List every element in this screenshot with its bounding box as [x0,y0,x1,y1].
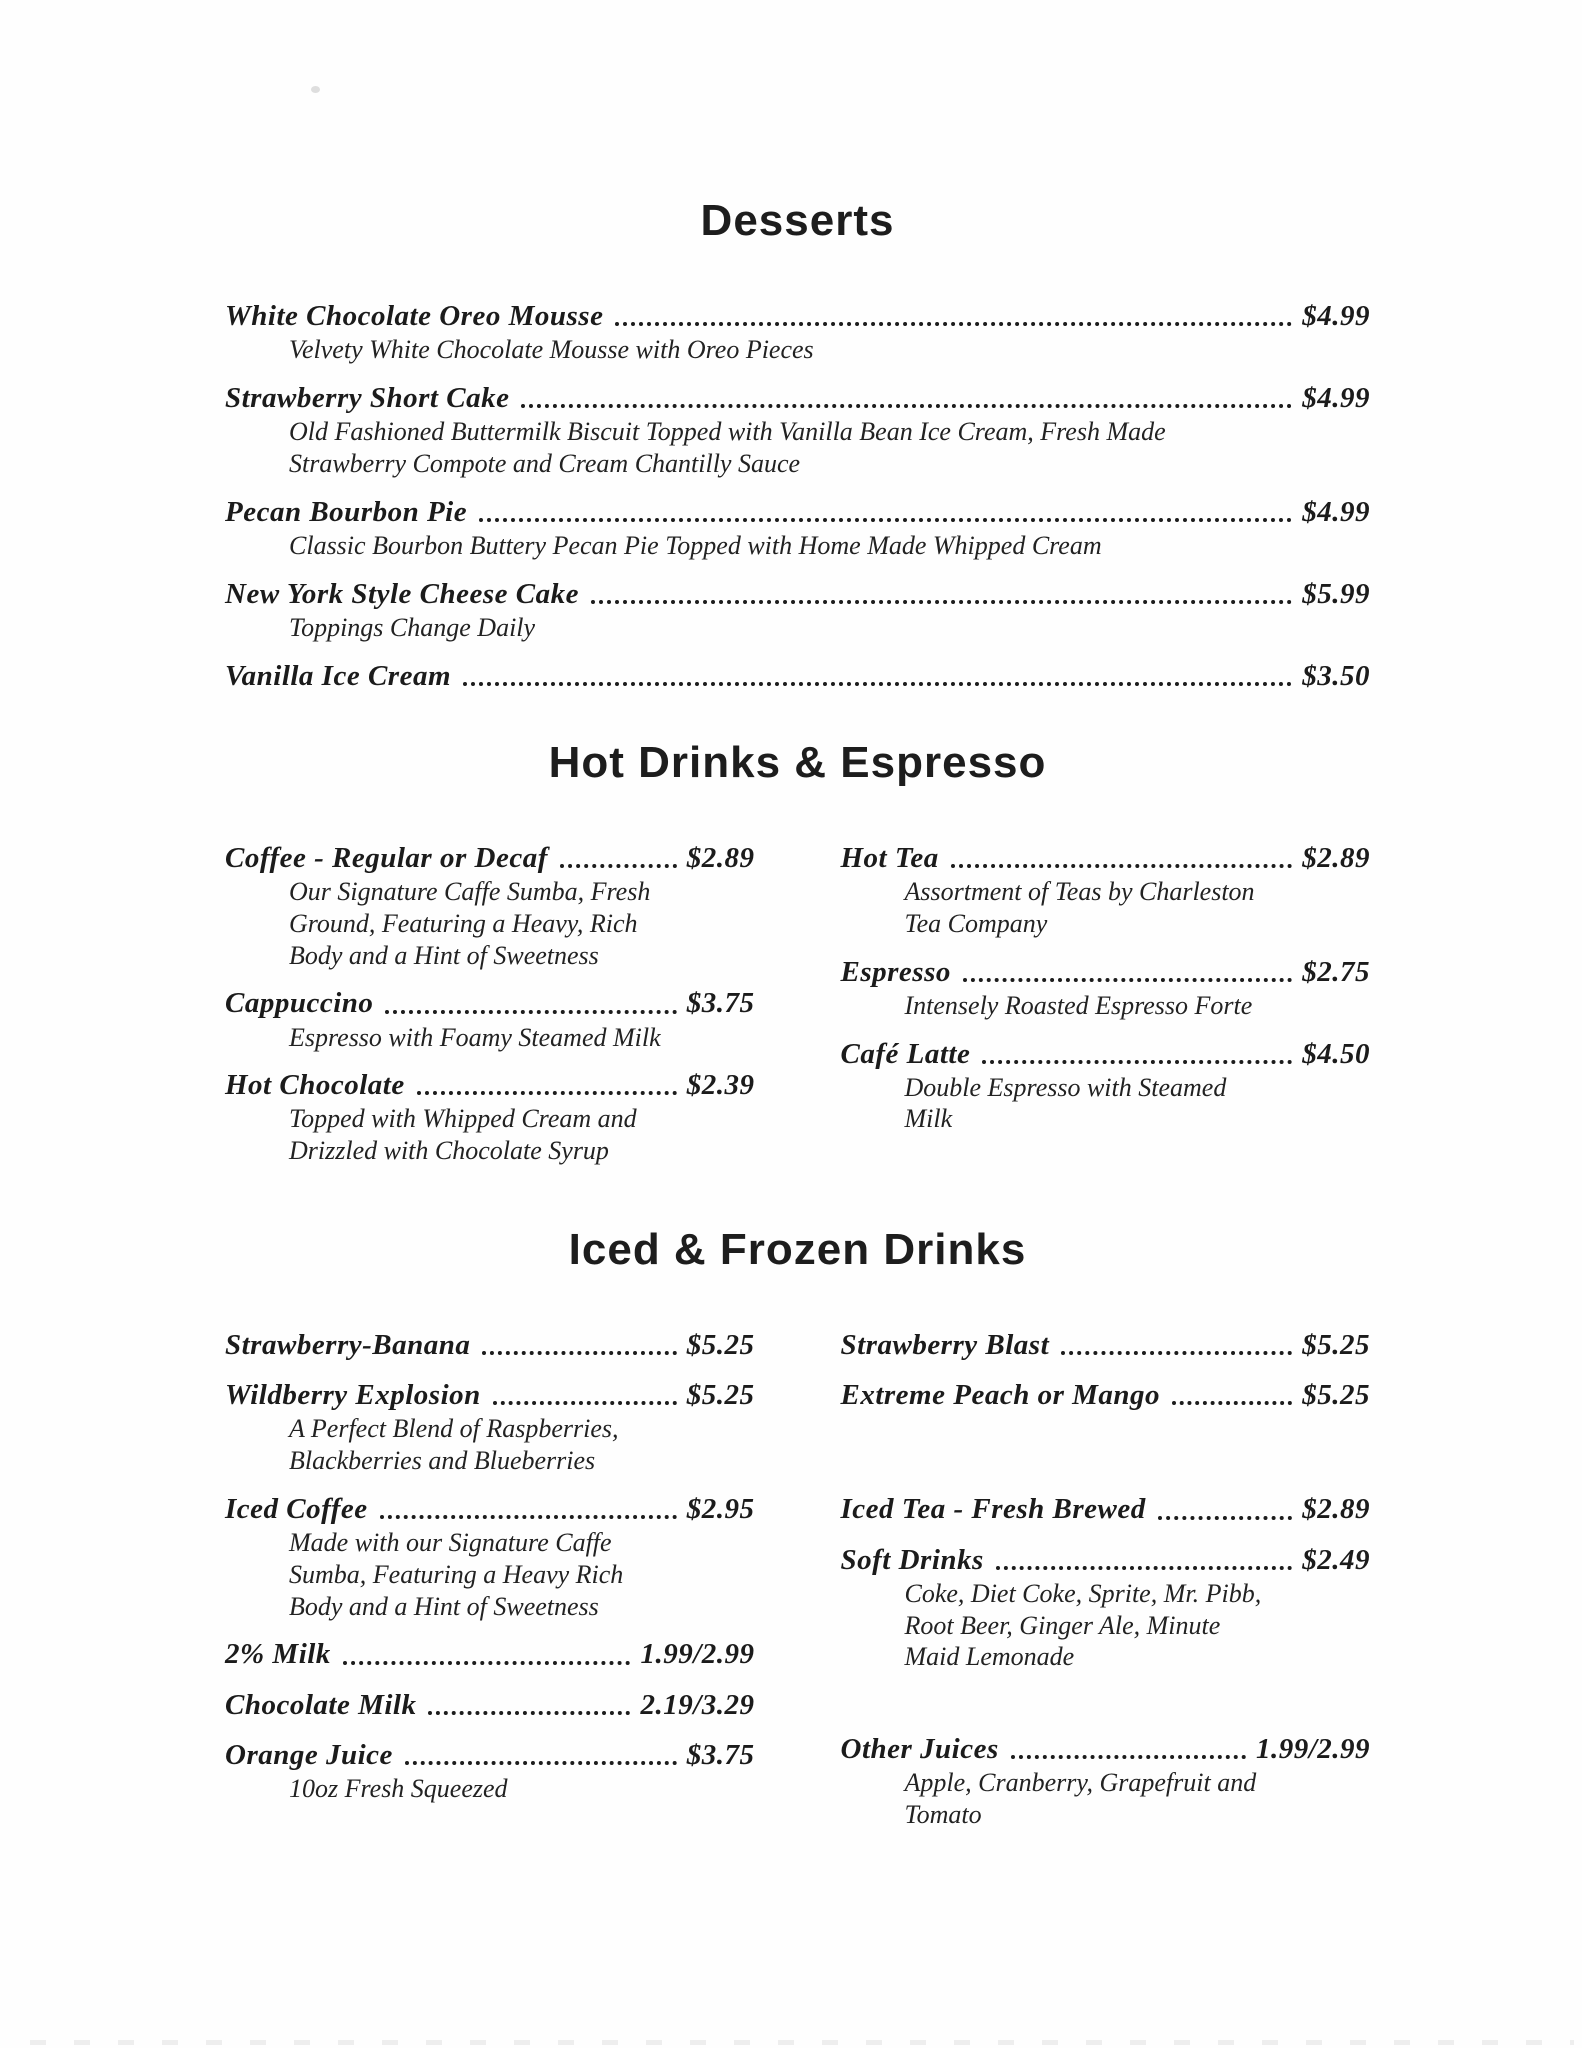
menu-item-row [841,1731,1371,1767]
item-name: Soft Drinks [840,1543,984,1576]
item-price: $4.99 [1302,495,1370,528]
dotted-leader [1011,1755,1246,1759]
item-name: Hot Tea [840,841,939,874]
dotted-leader [1061,1351,1292,1355]
item-name: Vanilla Ice Cream [225,659,452,692]
item-description-line: Old Fashioned Buttermilk Biscuit Topped with Vanilla Bean Ice Cream, Fresh Made [289,417,1166,447]
dotted-leader [615,322,1292,326]
menu-item-row [225,1737,755,1773]
dotted-leader [560,864,677,868]
item-price: $3.75 [686,1738,755,1771]
item-name: Strawberry Blast [840,1328,1050,1361]
item-description-line: Our Signature Caffe Sumba, Fresh [289,877,651,907]
item-name: Café Latte [840,1037,971,1070]
menu-item [225,1377,755,1477]
item-name: White Chocolate Oreo Mousse [225,300,604,332]
item-price: $5.25 [1302,1379,1370,1412]
item-name: Chocolate Milk [225,1688,417,1721]
item-description-line: Espresso with Foamy Steamed Milk [289,1022,661,1052]
menu-item [225,1491,755,1622]
item-price: $2.75 [1302,955,1370,988]
menu-item-row [225,1377,755,1413]
dotted-leader [951,864,1292,868]
item-price: $3.50 [1302,659,1370,692]
section-columns [225,840,1370,1181]
menu-item-row [225,840,755,876]
menu-item [841,954,1371,1022]
item-description-line: Assortment of Teas by Charleston [904,877,1255,907]
menu-item [225,380,1370,480]
item-name: Pecan Bourbon Pie [225,495,468,528]
scan-artifact-dot [311,86,320,93]
menu-item-row [841,1327,1371,1363]
item-name: New York Style Cheese Cake [225,577,579,610]
item-price: $2.89 [686,841,755,874]
menu-item [225,840,755,971]
dotted-leader [521,404,1292,408]
item-price: $3.75 [686,987,755,1020]
dotted-leader [463,682,1292,686]
item-price: $5.25 [686,1328,755,1361]
item-description-line: Made with our Signature Caffe [289,1528,612,1558]
dotted-leader [343,1661,631,1665]
item-name: Strawberry-Banana [225,1328,471,1361]
menu-item-row [225,1491,755,1527]
menu-item [225,1067,755,1167]
menu-item-row [841,840,1371,876]
item-name: Other Juices [840,1733,999,1766]
item-price: 1.99/2.99 [640,1638,755,1671]
item-description-line: Drizzled with Chocolate Syrup [289,1136,609,1166]
item-description-line: Body and a Hint of Sweetness [289,940,599,970]
menu-item-row [225,1327,755,1363]
menu-item [225,494,1370,562]
item-name: Orange Juice [225,1738,393,1771]
section-columns [225,298,1370,694]
dotted-leader [428,1711,630,1715]
dotted-leader [417,1091,677,1095]
menu-column [841,840,1371,1181]
item-price: $4.50 [1302,1037,1370,1070]
dotted-leader [996,1566,1292,1570]
item-name: Wildberry Explosion [225,1379,481,1412]
item-price: $4.99 [1302,300,1370,332]
item-description-line: Intensely Roasted Espresso Forte [904,990,1253,1020]
section-desserts [225,196,1370,694]
menu-item [841,1731,1371,1831]
item-name: Extreme Peach or Mango [840,1379,1161,1412]
item-price: $5.25 [1302,1328,1370,1361]
menu-item [841,1491,1371,1527]
menu-column [225,298,1370,694]
item-description-line: Tomato [904,1800,982,1830]
section-title: Desserts [700,196,895,245]
item-name: Espresso [840,955,951,988]
menu-item [225,985,755,1053]
item-name: Iced Tea - Fresh Brewed [840,1493,1146,1526]
menu-item [225,298,1370,366]
dotted-leader [1158,1516,1293,1520]
item-price: $2.95 [686,1492,755,1525]
item-description-line: Milk [904,1104,953,1134]
menu-item-row [225,298,1370,334]
menu-item-row [225,380,1370,416]
item-description-line: Coke, Diet Coke, Sprite, Mr. Pibb, [904,1578,1262,1608]
menu-item-row [841,954,1371,990]
section-columns [225,1327,1370,1845]
menu-column [225,1327,755,1845]
item-description-line: Blackberries and Blueberries [289,1446,596,1476]
item-name: Hot Chocolate [225,1069,405,1102]
item-price: $2.89 [1302,1493,1370,1526]
item-description-line: Classic Bourbon Buttery Pecan Pie Topped with Home Made Whipped Cream [289,530,1102,560]
dotted-leader [405,1761,677,1765]
section-title: Hot Drinks & Espresso [548,737,1047,787]
menu-item-row [225,658,1370,694]
dotted-leader [380,1515,677,1519]
item-description-line: Body and a Hint of Sweetness [289,1591,599,1621]
menu-item-row [225,1636,755,1672]
menu-item [225,658,1370,694]
menu-item-row [225,576,1370,612]
dotted-leader [591,600,1292,604]
dotted-leader [982,1060,1292,1064]
item-price: 2.19/3.29 [640,1688,755,1721]
item-description-line: Velvety White Chocolate Mousse with Oreo Pieces [289,335,814,365]
item-description-line: Apple, Cranberry, Grapefruit and [904,1768,1257,1798]
menu-item-row [225,494,1370,530]
menu-item-row [225,1067,755,1103]
scan-artifact-strip [30,2040,1574,2045]
dotted-leader [963,978,1292,982]
item-description-line: Tea Company [904,908,1048,938]
menu-item [841,840,1371,940]
item-description-line: Sumba, Featuring a Heavy Rich [289,1559,624,1589]
menu-item [841,1542,1371,1673]
item-description-line: Ground, Featuring a Heavy, Rich [289,908,638,938]
menu-item [841,1036,1371,1136]
menu-item-row [841,1491,1371,1527]
dotted-leader [493,1401,677,1405]
menu-item-row [225,985,755,1021]
menu-item-row [841,1036,1371,1072]
menu-item-row [841,1542,1371,1578]
dotted-leader [479,518,1292,522]
item-description-line: Double Espresso with Steamed [904,1072,1227,1102]
item-price: $4.99 [1302,381,1370,414]
dotted-leader [1172,1401,1292,1405]
item-description-line: Strawberry Compote and Cream Chantilly Sauce [289,448,801,478]
section-hot-drinks-espresso [225,738,1370,1181]
menu-item [225,1327,755,1363]
item-name: Iced Coffee [225,1492,368,1525]
menu-item [841,1327,1371,1363]
item-description-line: 10oz Fresh Squeezed [289,1774,508,1803]
item-name: Strawberry Short Cake [225,381,510,414]
menu-item [225,576,1370,644]
item-name: 2% Milk [225,1638,331,1671]
section-iced-frozen-drinks [225,1225,1370,1845]
item-name: Cappuccino [225,987,374,1020]
item-price: $5.25 [686,1379,755,1412]
section-title: Iced & Frozen Drinks [568,1224,1027,1274]
item-description-line: A Perfect Blend of Raspberries, [289,1414,619,1444]
menu-item-row [225,1687,755,1723]
item-price: 1.99/2.99 [1255,1733,1370,1766]
item-price: $5.99 [1302,577,1370,610]
item-description-line: Maid Lemonade [904,1642,1075,1672]
menu-item [225,1737,755,1805]
menu-column [841,1327,1371,1845]
menu-item-row [841,1377,1371,1413]
menu-item [225,1636,755,1672]
item-price: $2.89 [1302,841,1370,874]
menu-column [225,840,755,1181]
menu-item [225,1687,755,1723]
dotted-leader [385,1010,676,1014]
item-description-line: Root Beer, Ginger Ale, Minute [904,1610,1221,1640]
item-price: $2.39 [686,1069,755,1102]
menu-item [841,1377,1371,1413]
item-description-line: Topped with Whipped Cream and [289,1104,637,1134]
item-price: $2.49 [1302,1543,1370,1576]
dotted-leader [482,1351,676,1355]
item-description-line: Toppings Change Daily [289,612,536,642]
item-name: Coffee - Regular or Decaf [225,841,548,874]
